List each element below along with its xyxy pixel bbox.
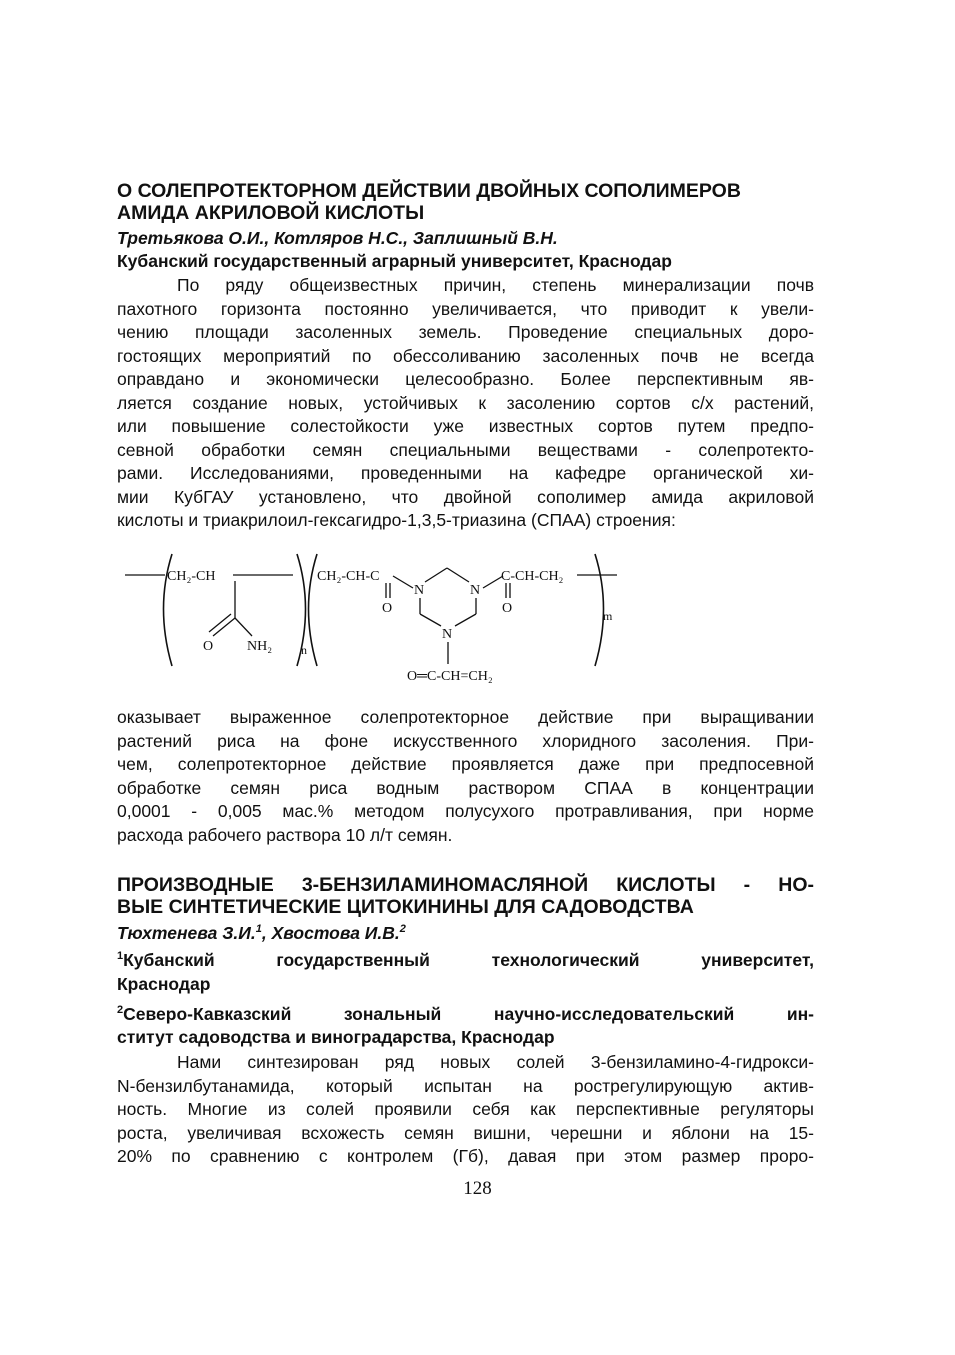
amide-nh2: NH₂ [247,639,273,654]
article-2-affiliation-2 [117,998,814,1050]
carbonyl-oxygen-1: O [382,601,393,616]
author-1-sup: 1 [255,923,262,935]
text-line: пахотного горизонта постоянно увеличивается, что приводит к увели- [117,298,814,319]
affil-1-sup: 1 [117,949,124,962]
text-line: ляется создание новых, устойчивых к засолению сортов с/х растений, [117,392,814,413]
title-line: АМИДА АКРИЛОВОЙ КИСЛОТЫ [117,202,425,224]
text-line: оказывает выраженное солепротекторное действие при выращивании [117,707,814,727]
article-2-title [117,874,814,918]
article-1-authors: Третьякова О.И., Котляров Н.С., Заплишный В.Н. [117,228,558,248]
page-number: 128 [463,1178,492,1199]
text-line: рами. Исследованиями, проведенными на кафедре органической хи- [117,463,814,483]
author-2-sup: 2 [399,923,406,935]
article-2-authors: Тюхтенева З.И.$^1$, Хвостова И.В.$^2$ [117,922,406,943]
text-line: 20% по сравнению с контролем (Гб), давая при этом размер проро- [117,1146,814,1167]
affil-line: Краснодар [117,973,211,994]
article-1-continuation [117,706,814,847]
carbonyl-oxygen-2: O [502,601,513,616]
ring-bond-6 [455,614,476,626]
amide-cn-bond [235,618,252,636]
text-line: По ряду общеизвестных причин, степень минерализации почв [177,275,814,295]
bottom-group-label: O═C-CH=CH₂ [407,669,493,684]
author-2: Хвостова И.В. [271,922,400,943]
text-line: чем, солепротекторное действие проявляется даже при предпосевной [117,754,814,774]
article-1-affiliation: Кубанский государственный аграрный университет, Краснодар [117,251,672,271]
text-line: Нами синтезирован ряд новых солей 3-бензиламино-4-гидрокси- [177,1052,814,1073]
chemical-structure-formula [117,548,637,688]
right-group-label: C-CH-CH₂ [501,569,564,584]
text-line: гостоящих мероприятий по обессоливанию засоленных почв не всегда [117,345,814,366]
article-1-paragraph-1 [117,274,814,533]
title-line: ПРОИЗВОДНЫЕ 3-БЕНЗИЛАМИНОМАСЛЯНОЙ КИСЛОТЫ - НО- [117,874,814,896]
amide-oxygen: O [203,639,214,654]
article-1-paragraph-2 [117,706,814,847]
text-line: или повышение солестойкости уже известных сортов путем предпо- [117,416,814,436]
text-line: обработке семян риса водным раствором СПАА в концентрации [117,777,814,798]
affil-line: ститут садоводства и виноградарства, Краснодар [117,1027,555,1048]
author-1: Тюхтенева З.И. [117,922,256,943]
amide-co-bond-2 [209,614,231,632]
ring-nitrogen-bottom: N [442,627,453,642]
text-line: N-бензилбутанамида, который испытан на рострегулирующую актив- [117,1075,814,1096]
title-line: О СОЛЕПРОТЕКТОРНОМ ДЕЙСТВИИ ДВОЙНЫХ СОПОЛИМЕРОВ [117,180,741,202]
article-1-title [117,180,814,224]
text-line: роста, увеличивая всхожесть семян вишни, черешни и яблони на 15- [117,1122,814,1143]
article-2-paragraph [117,1051,814,1169]
text-line: 0,0001 - 0,005 мас.% методом полусухого протравливания, при норме [117,801,814,821]
text-line: кислоты и триакрилоил-гексагидро-1,3,5-триазина (СПАА) строения: [117,510,676,530]
ring-bond-1 [425,568,447,582]
text-line: растений риса на фоне искусственного хлоридного засоления. При- [117,730,814,751]
subscript-n: n [301,643,307,657]
ring-nitrogen-left: N [414,583,425,598]
text-line: мии КубГАУ установлено, что двойной сополимер амида акриловой [117,486,814,507]
amide-co-bond [213,618,235,636]
text-line: оправдано и экономически целесообразно. Более перспективным яв- [117,369,814,389]
left-chain-label: CH₂-CH [167,569,216,584]
article-1 [117,180,814,533]
ring-nitrogen-right: N [470,583,481,598]
ring-bond-4 [420,614,441,626]
article-2-affiliation-1 [117,944,814,996]
affil-2-sup: 2 [117,1003,124,1016]
affil-line: Северо-Кавказский зональный научно-исследовательский ин- [123,1003,814,1024]
affil-line: Кубанский государственный технологический университет, [123,949,814,970]
text-line: чению площади засоленных земель. Проведение специальных доро- [117,322,814,342]
ring-bond-2 [447,568,469,582]
text-line: ность. Многие из солей проявили себя как перспективные регуляторы [117,1099,814,1120]
n-c-bond-right [483,576,503,588]
text-line: расхода рабочего раствора 10 л/т семян. [117,824,453,845]
c-n-bond-left [393,576,413,588]
bracket-left-2 [309,554,318,666]
subscript-m: m [603,609,613,623]
text-line: севной обработки семян специальными веществами - солепротекто- [117,439,814,460]
article-2 [117,874,814,1169]
right-chain-label: CH₂-CH-C [317,569,380,584]
title-line: ВЫЕ СИНТЕТИЧЕСКИЕ ЦИТОКИНИНЫ ДЛЯ САДОВОДСТВА [117,896,694,918]
